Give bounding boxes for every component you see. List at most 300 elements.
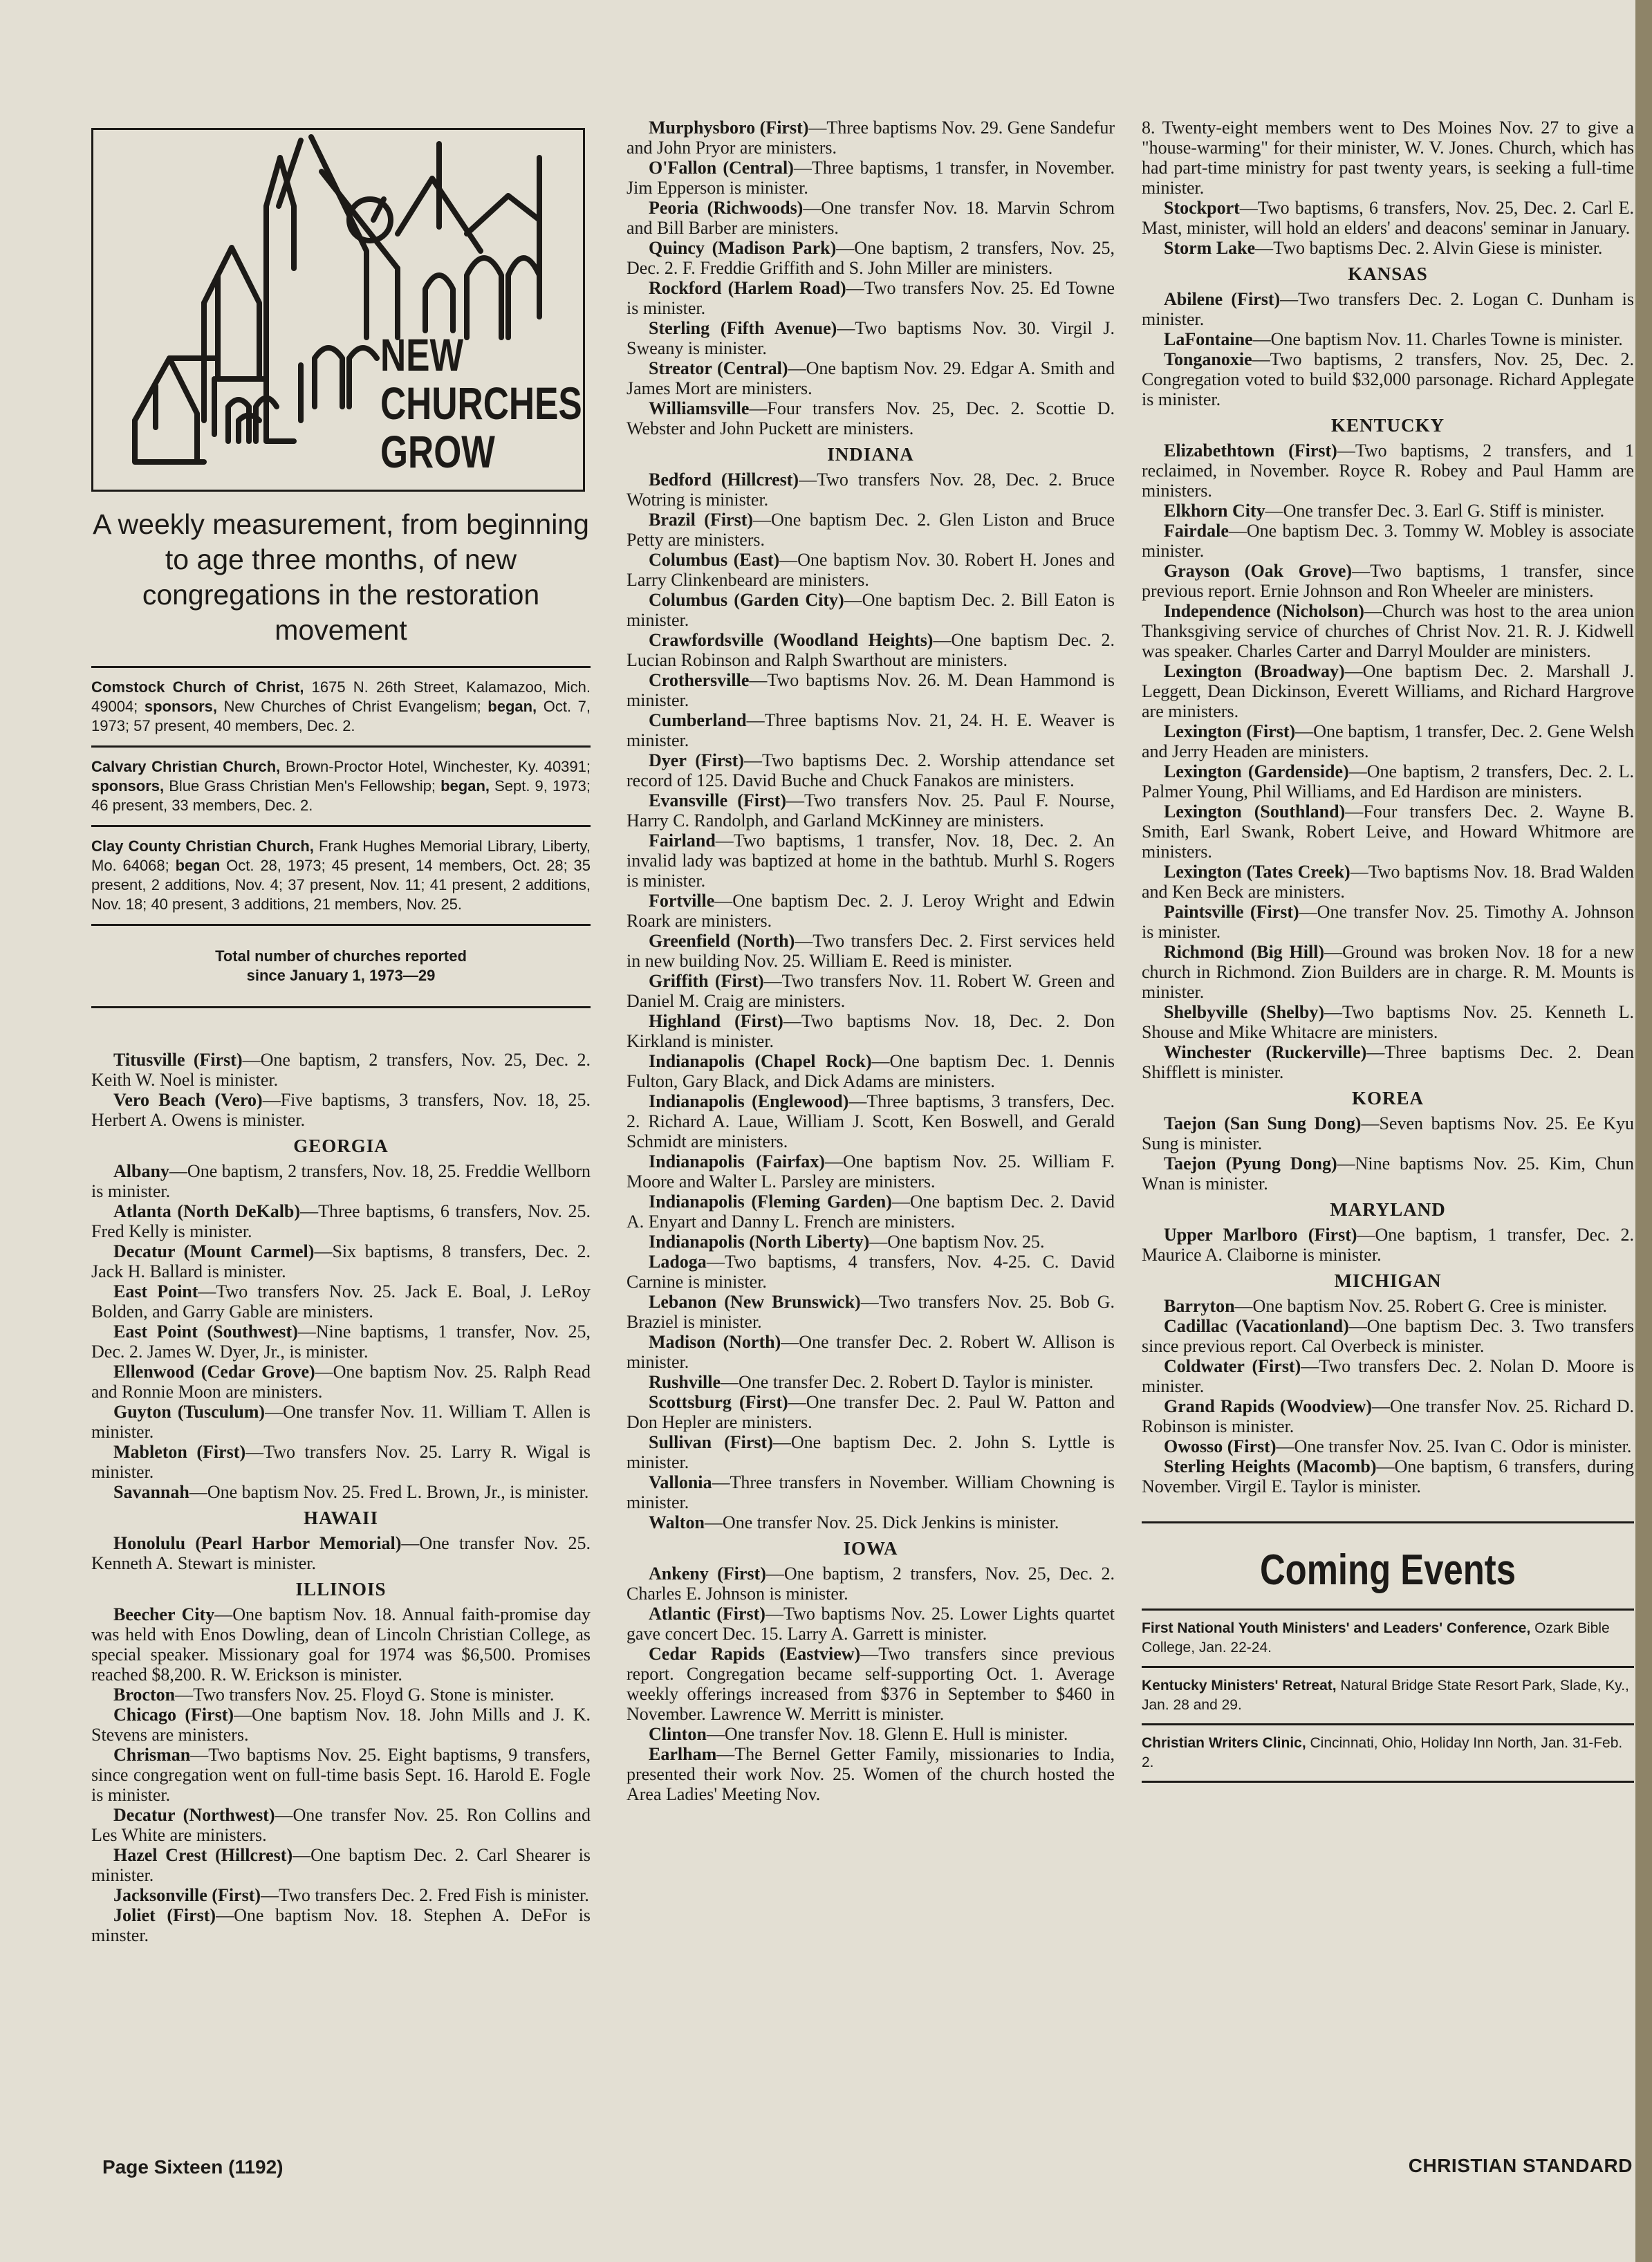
state-heading: INDIANA [827,444,914,465]
church-name: Brazil (First) [649,510,754,530]
church-report-text: —One baptism Dec. 3. Tommy W. Mobley is associate minister. [1142,521,1634,561]
church-name: Joliet (First) [113,1905,216,1925]
church-report-text: —The Bernel Getter Family, missionaries to India, presented their work Nov. 25. Women of the church hosted the Area Ladies' Meeting Nov. [627,1744,1115,1804]
church-report [1142,942,1634,1002]
church-name: Griffith (First) [649,971,764,991]
church-name: Upper Marlboro (First) [1164,1225,1357,1245]
state-heading: KANSAS [1348,263,1428,284]
feature-details: Frank Hughes Memorial Library, Liberty, Mo. 64068; [91,837,591,874]
church-report-text: —One baptism Nov. 25. Ralph Read and Ronnie Moon are ministers. [91,1362,591,1402]
church-report-text: —Two transfers Dec. 2. Logan C. Dunham is minister. [1142,289,1634,329]
church-report [91,1482,591,1502]
church-report-text: —Two baptisms, 1 transfer, Nov. 18, Dec. 2. An invalid lady was baptized at home in the bathtub. Murhl S. Rogers is minister. [627,831,1115,891]
church-report-text: —One baptism Nov. 25. Robert G. Cree is minister. [1234,1296,1608,1316]
feature-sponsors-label: sponsors, [91,777,165,795]
church-report [627,1051,1115,1091]
church-report-text: —Two baptisms Nov. 25. Eight baptisms, 9 transfers, since congregation went on full-time basis Sept. 16. Harold E. Fogle is minister. [91,1745,591,1805]
church-name: Fortville [649,891,715,911]
feature-began-label: began [175,857,221,874]
church-report [627,1564,1115,1604]
church-name: Lexington (Gardenside) [1164,761,1349,781]
church-name: Taejon (Pyung Dong) [1164,1153,1337,1174]
church-report-text: —Two transfers Nov. 25. Larry R. Wigal is minister. [91,1442,591,1482]
church-report-text: —Two transfers Nov. 11. Robert W. Green and Daniel M. Craig are ministers. [627,971,1115,1011]
church-report [91,1745,591,1805]
church-name: Dyer (First) [649,750,744,770]
feature-church-1 [91,668,591,745]
new-churches-grow-logo [91,128,585,492]
church-name: Chicago (First) [113,1705,234,1725]
church-report-text: —One baptism Dec. 2. Carl Shearer is minister. [91,1845,591,1885]
church-name: Williamsville [649,398,750,418]
church-report [1142,521,1634,561]
church-report [627,831,1115,891]
church-name: East Point (Southwest) [113,1322,298,1342]
event-details: Ozark Bible College, Jan. 22-24. [1142,1620,1610,1656]
church-report-text: —One transfer Nov. 25. Kenneth A. Stewart is minister. [91,1533,591,1573]
church-report-text: —Two baptisms Nov. 25. Kenneth L. Shouse and Mike Whitacre are ministers. [1142,1002,1634,1042]
feature-began: Sept. 9, 1973; 46 present, 33 members, Dec. 2. [91,777,591,814]
church-name: Clinton [649,1724,707,1744]
church-report-text: —Three transfers in November. William Chowning is minister. [627,1472,1115,1512]
church-report-text: —Three baptisms, 6 transfers, Nov. 25. Fred Kelly is minister. [91,1201,591,1241]
divider [91,1006,591,1008]
church-name: Greenfield (North) [649,931,795,951]
church-report [1142,1113,1634,1153]
church-report-text: —One baptism, 2 transfers, Nov. 25, Dec. 2. F. Freddie Griffith and S. John Miller are ministers. [627,238,1115,278]
state-heading: MARYLAND [1330,1199,1446,1220]
church-report [627,278,1115,318]
church-name: Indianapolis (Englewood) [649,1091,849,1111]
church-report [1142,721,1634,761]
church-report [91,1604,591,1685]
church-report [627,318,1115,358]
church-report [91,1442,591,1482]
feature-name: Comstock Church of Christ, [91,678,304,696]
church-report-text: —Two baptisms Nov. 18, Dec. 2. Don Kirkland is minister. [627,1011,1115,1051]
church-report-text: —One baptism, 2 transfers, Dec. 2. L. Palmer Young, Phil Williams, and Ed Hardison are ministers. [1142,761,1634,801]
church-name: Indianapolis (Fleming Garden) [649,1192,892,1212]
church-report-text: —Three baptisms Nov. 21, 24. H. E. Weaver is minister. [627,710,1115,750]
church-report [627,238,1115,278]
church-report-text: —One transfer Nov. 18. Glenn E. Hull is minister. [706,1724,1068,1744]
church-name: Indianapolis (North Liberty) [649,1232,870,1252]
church-name: Honolulu (Pearl Harbor Memorial) [113,1533,402,1553]
church-report [1142,289,1634,329]
feature-sponsors: Blue Grass Christian Men's Fellowship; [164,777,441,795]
church-report [91,1050,591,1090]
church-report-text: —One baptism, 2 transfers, Nov. 18, 25. Freddie Wellborn is minister. [91,1161,591,1201]
church-report [627,750,1115,790]
church-report-text: —One transfer Nov. 25. Richard D. Robinson is minister. [1142,1396,1634,1436]
church-name: Stockport [1164,198,1240,218]
publication-name: CHRISTIAN STANDARD [1408,2155,1633,2176]
church-report [91,1905,591,1945]
event-item [1142,1723,1634,1781]
church-report [1142,1153,1634,1194]
church-report-text: —Two baptisms Nov. 25. Lower Lights quartet gave concert Dec. 15. Larry A. Garrett is minister. [627,1604,1115,1644]
church-report-text: —One baptism Nov. 18. Annual faith-promise day was held with Enos Dowling, dean of Lincoln Christian College, as special speaker. Missionary goal for 1974 was $6,500. Promises reached $8,200. R. W. Erickson is minister. [91,1604,591,1685]
church-report [1142,1396,1634,1436]
church-report-text: —Two baptisms Dec. 2. Worship attendance set record of 125. David Buche and Chuck Fanakos are ministers. [627,750,1115,790]
church-name: Lebanon (New Brunswick) [649,1292,861,1312]
church-name: Shelbyville (Shelby) [1164,1002,1325,1022]
church-report [627,1091,1115,1151]
church-report-text: —Five baptisms, 3 transfers, Nov. 18, 25. Herbert A. Owens is minister. [91,1090,591,1130]
church-report [1142,902,1634,942]
church-report-list-1 [91,1050,591,1945]
church-name: Guyton (Tusculum) [113,1402,266,1422]
church-report [627,1192,1115,1232]
church-name: Independence (Nicholson) [1164,601,1364,621]
church-report [627,118,1115,158]
church-report [1142,1042,1634,1082]
church-report-text: —One baptism Nov. 18. Stephen A. DeFor is minster. [91,1905,591,1945]
church-name: Indianapolis (Chapel Rock) [649,1051,872,1071]
church-report [627,1011,1115,1051]
church-report [1142,238,1634,258]
event-item [1142,1666,1634,1723]
church-report-text: —One baptism Dec. 2. J. Leroy Wright and Edwin Roark are ministers. [627,891,1115,931]
church-report-text: —One baptism Nov. 30. Robert H. Jones and Larry Clinkenbeard are ministers. [627,550,1115,590]
church-name: Grayson (Oak Grove) [1164,561,1353,581]
state-heading: KOREA [1351,1088,1424,1109]
church-report [627,1252,1115,1292]
church-report-text: —Two transfers Nov. 25. Bob G. Braziel is minister. [627,1292,1115,1332]
feature-began-label: began, [440,777,490,795]
church-report [91,1281,591,1322]
church-report-text: —One baptism Dec. 2. David A. Enyart and Danny L. French are ministers. [627,1192,1115,1232]
church-name: Owosso (First) [1164,1436,1277,1456]
church-report [91,1322,591,1362]
church-report [1142,1436,1634,1456]
church-name: Cedar Rapids (Eastview) [649,1644,861,1664]
church-report [627,1744,1115,1804]
church-report [627,1432,1115,1472]
church-report-text: —Two baptisms Nov. 18. Brad Walden and Ken Beck are ministers. [1142,862,1634,902]
church-name: Fairland [649,831,716,851]
church-name: Richmond (Big Hill) [1164,942,1325,962]
church-report-text: —Three baptisms, 1 transfer, in November. Jim Epperson is minister. [627,158,1115,198]
church-report-text: —Two transfers since previous report. Congregation became self-supporting Oct. 1. Average weekly offerings increased from $376 in September to $460 in November. Lawrence W. Merritt is minister. [627,1644,1115,1724]
church-name: Lexington (Broadway) [1164,661,1345,681]
church-report-list-2 [627,118,1115,1804]
church-report-text: —One transfer Dec. 2. Paul W. Patton and Don Hepler are ministers. [627,1392,1115,1432]
church-report [91,1241,591,1281]
church-report-text: —One baptism Dec. 2. Glen Liston and Bruce Petty are ministers. [627,510,1115,550]
church-report [627,931,1115,971]
church-report-text: —One transfer Dec. 2. Robert W. Allison is minister. [627,1332,1115,1372]
church-report-text: —One baptism Dec. 2. Bill Eaton is minister. [627,590,1115,630]
church-report-text: —Two baptisms Dec. 2. Alvin Giese is minister. [1255,238,1603,258]
church-report-text: —Two baptisms, 4 transfers, Nov. 4-25. C. David Carnine is minister. [627,1252,1115,1292]
feature-details: 1675 N. 26th Street, Kalamazoo, Mich. 49004; [91,678,591,715]
column-2 [627,118,1115,1804]
church-name: Brocton [113,1685,176,1705]
church-report-text: —Three baptisms, 3 transfers, Dec. 2. Richard A. Laue, William J. Scott, Ken Boswell, and Gerald Schmidt are ministers. [627,1091,1115,1151]
church-name: Lexington (Tates Creek) [1164,862,1351,882]
church-report-text: —One baptism Nov. 29. Edgar A. Smith and James Mort are ministers. [627,358,1115,398]
church-name: Scottsburg (First) [649,1392,788,1412]
church-report [1142,661,1634,721]
church-report-text: —One baptism Nov. 11. Charles Towne is minister. [1252,329,1623,349]
feature-church-3 [91,827,591,924]
logo-line-2: CHURCHES [380,378,582,429]
church-name: Savannah [113,1482,189,1502]
church-name: Elkhorn City [1164,501,1265,521]
church-report-text: —Church was host to the area union Thanksgiving service of churches of Christ Nov. 21. R. J. Kidwell was speaker. Charles Carter and Darryl Moulder are ministers. [1142,601,1634,661]
church-report [627,1232,1115,1252]
church-report-text: —Two transfers Dec. 2. Nolan D. Moore is minister. [1142,1356,1634,1396]
church-report [627,510,1115,550]
church-report-text: —Four transfers Nov. 25, Dec. 2. Scottie D. Webster and John Puckett are ministers. [627,398,1115,438]
church-report-text: —Two baptisms, 6 transfers, Nov. 25, Dec. 2. Carl E. Mast, minister, will hold an elders' and deacons' seminar in January. [1142,198,1634,238]
logo-line-3: GROW [380,426,495,477]
church-name: Indianapolis (Fairfax) [649,1151,825,1171]
feature-sponsors: New Churches of Christ Evangelism; [217,698,488,715]
church-name: Earlham [649,1744,717,1764]
church-report [91,1885,591,1905]
church-name: Streator (Central) [649,358,788,378]
church-name: Peoria (Richwoods) [649,198,804,218]
feature-church-2 [91,748,591,825]
church-report-text: —Three baptisms Dec. 2. Dean Shifflett is minister. [1142,1042,1635,1082]
church-name: Rockford (Harlem Road) [649,278,846,298]
church-report [627,710,1115,750]
church-report-text: —One baptism Dec. 2. John S. Lyttle is minister. [627,1432,1115,1472]
church-report-text: —Two baptisms Nov. 26. M. Dean Hammond is minister. [627,670,1115,710]
church-report [1142,441,1634,501]
event-item [1142,1609,1634,1666]
church-name: Beecher City [113,1604,215,1624]
feature-began: Oct. 7, 1973; 57 present, 40 members, Dec. 2. [91,698,591,734]
church-name: Mableton (First) [113,1442,246,1462]
church-report [627,630,1115,670]
church-report [1142,501,1634,521]
state-heading: GEORGIA [293,1135,389,1156]
divider [1142,1521,1634,1523]
church-report-text: —Two transfers Dec. 2. Fred Fish is minister. [261,1885,589,1905]
church-report [1142,1456,1634,1496]
church-report-text: —One baptism, 6 transfers, during November. Virgil E. Taylor is minister. [1142,1456,1634,1496]
church-report-text: —One baptism, 2 transfers, Nov. 25, Dec. 2. Keith W. Noel is minister. [91,1050,591,1090]
church-report-text: —One transfer Nov. 18. Marvin Schrom and Bill Barber are ministers. [627,198,1115,238]
total-line-1: Total number of churches reported [215,947,467,965]
church-name: Taejon (San Sung Dong) [1164,1113,1362,1133]
church-report [1142,1225,1634,1265]
church-name: Columbus (East) [649,550,780,570]
church-report [1142,862,1634,902]
church-report-text: —One transfer Nov. 25. Dick Jenkins is minister. [704,1512,1059,1532]
church-name: Sterling Heights (Macomb) [1164,1456,1377,1476]
church-report [627,1392,1115,1432]
column-3 [1142,118,1634,1783]
church-report [627,1332,1115,1372]
church-report [1142,349,1634,409]
church-report [91,1533,591,1573]
church-name: Elizabethtown (First) [1164,441,1337,461]
state-heading: KENTUCKY [1330,415,1445,436]
church-name: Crothersville [649,670,750,690]
church-name: Walton [649,1512,705,1532]
church-report-text: —One baptism, 1 transfer, Dec. 2. Maurice A. Claiborne is minister. [1142,1225,1634,1265]
church-report-text: —One transfer Nov. 25. Timothy A. Johnson is minister. [1142,902,1634,942]
church-report-text: —Two baptisms, 2 transfers, and 1 reclaimed, in November. Royce R. Robey and Paul Hamm are ministers. [1142,441,1634,501]
church-report [627,158,1115,198]
church-report [627,1604,1115,1644]
church-report [91,1161,591,1201]
event-name: Christian Writers Clinic, [1142,1735,1306,1751]
church-name: Jacksonville (First) [113,1885,261,1905]
church-report-text: —One baptism Nov. 18. John Mills and J. K. Stevens are ministers. [91,1705,591,1745]
church-report [627,891,1115,931]
feature-details: Brown-Proctor Hotel, Winchester, Ky. 40391; [280,758,591,775]
church-report-text: —Nine baptisms, 1 transfer, Nov. 25, Dec. 2. James W. Dyer, Jr., is minister. [91,1322,591,1362]
church-report-text: —One baptism, 1 transfer, Dec. 2. Gene Welsh and Jerry Headen are ministers. [1142,721,1634,761]
church-name: Decatur (Mount Carmel) [113,1241,315,1261]
church-name: Decatur (Northwest) [113,1805,275,1825]
church-name: Fairdale [1164,521,1229,541]
page-edge [1635,0,1652,2262]
church-name: Lexington (First) [1164,721,1296,741]
church-report [1142,1356,1634,1396]
church-report-text: —One baptism Nov. 25. [869,1232,1045,1252]
state-heading: IOWA [843,1538,898,1559]
event-name: Kentucky Ministers' Retreat, [1142,1678,1337,1694]
church-report [91,1362,591,1402]
church-name: Cumberland [649,710,747,730]
church-report [627,1724,1115,1744]
church-name: Albany [113,1161,169,1181]
church-name: Vero Beach (Vero) [113,1090,263,1110]
logo-line-1: NEW [380,329,464,380]
event-name: First National Youth Ministers' and Leaders' Conference, [1142,1620,1531,1636]
church-report-text: —Two baptisms Nov. 30. Virgil J. Sweany is minister. [627,318,1115,358]
church-report [91,1805,591,1845]
church-name: Chrisman [113,1745,191,1765]
church-name: Barryton [1164,1296,1235,1316]
feature-began-label: began, [488,698,537,715]
church-report [1142,1002,1634,1042]
church-name: Vallonia [649,1472,712,1492]
church-name: O'Fallon (Central) [649,158,794,178]
event-details: Cincinnati, Ohio, Holiday Inn North, Jan. 31-Feb. 2. [1142,1735,1623,1770]
church-name: Evansville (First) [649,790,787,810]
church-report [627,470,1115,510]
church-report-text: —One baptism Nov. 25. Fred L. Brown, Jr., is minister. [189,1482,589,1502]
church-report [1142,1296,1634,1316]
church-name: Crawfordsville (Woodland Heights) [649,630,934,650]
church-report [1142,601,1634,661]
church-name: Ladoga [649,1252,707,1272]
total-line-2: since January 1, 1973—29 [246,967,436,984]
church-report [91,1705,591,1745]
church-report [91,1090,591,1130]
church-report [1142,801,1634,862]
church-name: Paintsville (First) [1164,902,1299,922]
church-report [627,1512,1115,1532]
church-report [627,398,1115,438]
total-churches [91,926,591,1006]
church-report-text: —Two baptisms, 2 transfers, Nov. 25, Dec. 2. Congregation voted to build $32,000 parsonage. Richard Applegate is minister. [1142,349,1634,409]
church-report [627,1292,1115,1332]
church-report-continued: 8. Twenty-eight members went to Des Moines Nov. 27 to give a "house-warming" for their minister, W. V. Jones. Church, which has had part-time ministry for past twenty years, is seeking a full-time minister. [1142,118,1634,198]
church-report-text: —One transfer Nov. 11. William T. Allen is minister. [91,1402,591,1442]
church-report [627,670,1115,710]
church-name: Highland (First) [649,1011,783,1031]
church-name: Grand Rapids (Woodview) [1164,1396,1372,1416]
church-report-text: —Six baptisms, 8 transfers, Dec. 2. Jack H. Ballard is minister. [91,1241,591,1281]
church-report-text: —One transfer Nov. 25. Ivan C. Odor is minister. [1276,1436,1632,1456]
church-report-text: —Three baptisms Nov. 29. Gene Sandefur and John Pryor are ministers. [627,118,1115,158]
church-report [91,1685,591,1705]
church-report [1142,198,1634,238]
church-report-text: —One baptism Dec. 1. Dennis Fulton, Gary Black, and Dick Adams are ministers. [627,1051,1115,1091]
church-report-text: —One transfer Dec. 3. Earl G. Stiff is minister. [1265,501,1605,521]
church-report-text: —Two transfers Nov. 25. Jack E. Boal, J. LeRoy Bolden, and Garry Gable are ministers. [91,1281,591,1322]
church-report [627,1644,1115,1724]
church-report [627,790,1115,831]
church-report [627,590,1115,630]
church-name: Tonganoxie [1164,349,1252,369]
church-report [627,971,1115,1011]
church-report [627,1472,1115,1512]
church-name: East Point [113,1281,198,1301]
logo-title [380,331,582,476]
church-report [627,1372,1115,1392]
church-name: Murphysboro (First) [649,118,809,138]
church-report [1142,561,1634,601]
church-name: Titusville (First) [113,1050,243,1070]
church-report-text: —One transfer Nov. 25. Ron Collins and Les White are ministers. [91,1805,591,1845]
feature-name: Calvary Christian Church, [91,758,281,775]
church-report [91,1201,591,1241]
column-1 [91,128,591,1945]
church-report-text: —Nine baptisms Nov. 25. Kim, Chun Wnan is minister. [1142,1153,1635,1194]
feature-name: Clay County Christian Church, [91,837,314,855]
church-report [627,358,1115,398]
church-name: Cadillac (Vacationland) [1164,1316,1349,1336]
church-report [1142,329,1634,349]
church-report-text: —Two transfers Nov. 25. Paul F. Nourse, Harry C. Randolph, and Garland McKinney are ministers. [627,790,1115,831]
church-report-text: —Two transfers Dec. 2. First services held in new building Nov. 25. William E. Reed is minister. [627,931,1115,971]
state-heading: ILLINOIS [295,1579,387,1600]
church-report-text: —Ground was broken Nov. 18 for a new church in Richmond. Zion Builders are in charge. R. M. Mounts is minister. [1142,942,1634,1002]
church-report [1142,761,1634,801]
church-report-text: —Two transfers Nov. 28, Dec. 2. Bruce Wotring is minister. [627,470,1115,510]
church-name: Hazel Crest (Hillcrest) [113,1845,293,1865]
church-name: Coldwater (First) [1164,1356,1301,1376]
feature-sponsors-label: sponsors, [144,698,218,715]
church-report-list-3 [1142,118,1634,1496]
church-name: Winchester (Ruckerville) [1164,1042,1367,1062]
church-name: LaFontaine [1164,329,1253,349]
church-name: Storm Lake [1164,238,1256,258]
church-report-text: —One baptism Dec. 3. Two transfers since previous report. Cal Overbeck is minister. [1142,1316,1634,1356]
church-name: Sullivan (First) [649,1432,773,1452]
state-heading: HAWAII [303,1508,379,1528]
state-heading: MICHIGAN [1334,1270,1442,1291]
church-name: Abilene (First) [1164,289,1281,309]
church-report [91,1402,591,1442]
church-report [1142,1316,1634,1356]
tagline: A weekly measurement, from beginning to age three months, of new congregations in the restoration movement [93,508,589,646]
church-name: Sterling (Fifth Avenue) [649,318,837,338]
church-name: Madison (North) [649,1332,781,1352]
coming-events-title: Coming Events [1259,1546,1516,1594]
church-report-text: —Seven baptisms Nov. 25. Ee Kyu Sung is minister. [1142,1113,1634,1153]
church-report-text: —One baptism Dec. 2. Lucian Robinson and Ralph Swarthout are ministers. [627,630,1115,670]
